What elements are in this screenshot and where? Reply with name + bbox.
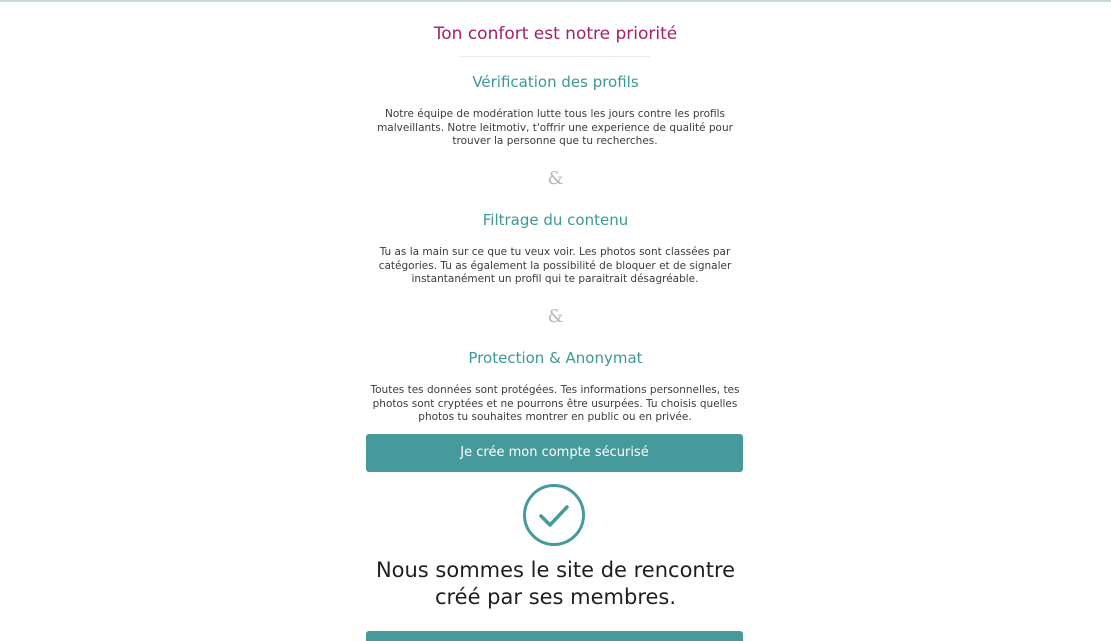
section-heading-protection: Protection & Anonymat: [468, 349, 643, 367]
page-title: Ton confort est notre priorité: [433, 24, 678, 44]
title-divider: [460, 56, 650, 57]
check-circle-icon: [522, 483, 586, 547]
section-text-verification: Notre équipe de modération lutte tous les jours contre les profils malveillants. Notre leitmotiv, t'offrir une experience de qualité pour trouver la personne que tu recherches.: [377, 108, 733, 147]
section-text-protection: Toutes tes données sont protégées. Tes informations personnelles, tes photos sont cryptées et ne pourrons être usurpées. Tu choisis quelles photos tu souhaites montrer en public ou en privée.: [370, 384, 740, 423]
ampersand-separator: &: [547, 168, 564, 189]
create-secure-account-button[interactable]: Je crée mon compte sécurisé: [366, 434, 743, 472]
tagline-line-2: créé par ses membres.: [434, 585, 677, 609]
section-heading-verification: Vérification des profils: [472, 73, 639, 91]
section-text-filtrage: Tu as la main sur ce que tu veux voir. Les photos sont classées par catégories. Tu as également la possibilité de bloquer et de signaler instantanément un profil qui te paraitrait désagréable.: [378, 246, 732, 285]
top-border: [0, 0, 1111, 2]
ampersand-separator: &: [547, 306, 564, 327]
tagline-line-1: Nous sommes le site de rencontre: [375, 558, 736, 582]
tagline: [0, 557, 1111, 611]
section-heading-filtrage: Filtrage du contenu: [482, 211, 629, 229]
second-cta-button[interactable]: [366, 631, 743, 641]
